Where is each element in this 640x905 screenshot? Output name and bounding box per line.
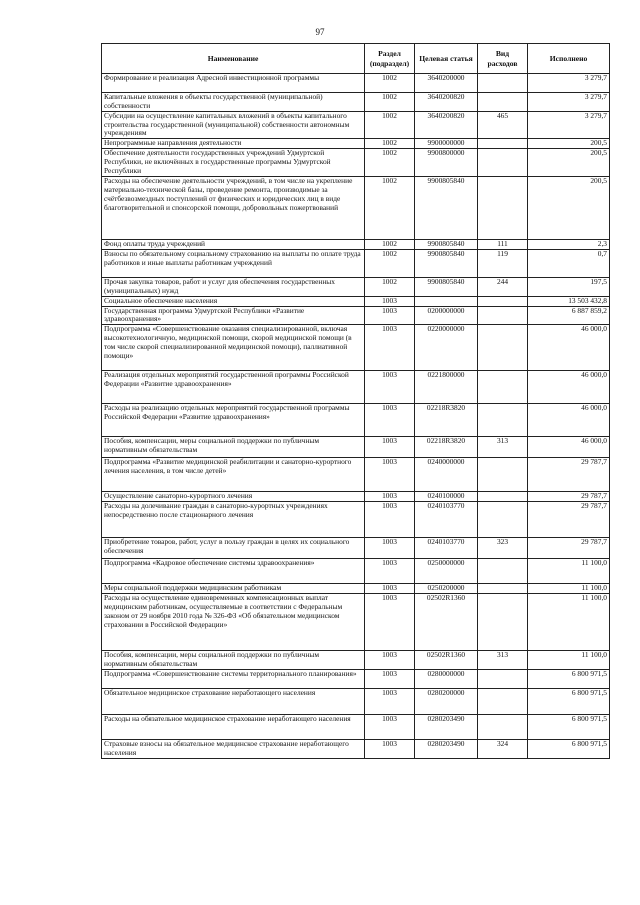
- cell-name: Социальное обеспечение населения: [102, 296, 365, 306]
- cell-name: Осуществление санаторно-курортного лечения: [102, 492, 365, 502]
- cell-amount: 200,5: [528, 149, 610, 177]
- cell-type: [478, 370, 528, 403]
- cell-target: 02218R3820: [415, 403, 478, 436]
- cell-name: Страховые взносы на обязательное медицинское страхование неработающего населения: [102, 739, 365, 758]
- header-type: Вид расходов: [478, 44, 528, 74]
- cell-section: 1003: [365, 670, 415, 689]
- cell-name: Пособия, компенсации, меры социальной поддержки по публичным нормативным обязательствам: [102, 651, 365, 670]
- cell-target: 9900805840: [415, 240, 478, 250]
- cell-name: Расходы на долечивание граждан в санаторно-курортных учреждениях непосредственно после стационарного лечения: [102, 502, 365, 538]
- cell-section: 1003: [365, 651, 415, 670]
- cell-name: Подпрограмма «Кадровое обеспечение системы здравоохранения»: [102, 558, 365, 584]
- cell-target: 0220000000: [415, 325, 478, 371]
- cell-target: 02502R1360: [415, 651, 478, 670]
- cell-section: 1003: [365, 403, 415, 436]
- cell-type: [478, 74, 528, 93]
- cell-section: 1002: [365, 240, 415, 250]
- cell-type: [478, 296, 528, 306]
- table-row: [102, 651, 610, 670]
- cell-section: 1003: [365, 584, 415, 594]
- cell-name: Взносы по обязательному социальному страхованию на выплаты по оплате труда работников и иные выплаты работникам учреждений: [102, 250, 365, 278]
- cell-type: 324: [478, 739, 528, 758]
- cell-name: Расходы на осуществление единовременных компенсационных выплат медицинским работникам, осуществляемые в соответствии с Федеральным законом от 29 ноября 2010 года № 326-ФЗ «Об обязательном медицинском страховании в Российской Федерации»: [102, 594, 365, 651]
- cell-section: 1002: [365, 111, 415, 139]
- cell-target: 9900000000: [415, 139, 478, 149]
- cell-target: 9900800000: [415, 149, 478, 177]
- cell-target: 3640200820: [415, 92, 478, 111]
- cell-type: 111: [478, 240, 528, 250]
- table-row: [102, 74, 610, 93]
- table-row: [102, 584, 610, 594]
- table-row: [102, 670, 610, 689]
- cell-type: [478, 139, 528, 149]
- table-row: [102, 492, 610, 502]
- table-row: [102, 306, 610, 325]
- table-body: [102, 74, 610, 759]
- cell-target: 0200000000: [415, 306, 478, 325]
- cell-amount: 3 279,7: [528, 111, 610, 139]
- cell-section: 1003: [365, 492, 415, 502]
- table-row: [102, 594, 610, 651]
- table-row: [102, 325, 610, 371]
- cell-name: Подпрограмма «Совершенствование системы территориального планирования»: [102, 670, 365, 689]
- cell-section: 1003: [365, 502, 415, 538]
- cell-name: Расходы на обязательное медицинское страхование неработающего населения: [102, 714, 365, 739]
- cell-amount: 11 100,0: [528, 558, 610, 584]
- table-row: [102, 458, 610, 492]
- cell-amount: 11 100,0: [528, 594, 610, 651]
- cell-target: 9900805840: [415, 277, 478, 296]
- cell-amount: 13 503 432,8: [528, 296, 610, 306]
- cell-target: 02502R1360: [415, 594, 478, 651]
- table-row: [102, 277, 610, 296]
- cell-section: 1003: [365, 594, 415, 651]
- table-row: [102, 370, 610, 403]
- cell-amount: 46 000,0: [528, 370, 610, 403]
- cell-amount: 200,5: [528, 139, 610, 149]
- header-section: Раздел (подраздел): [365, 44, 415, 74]
- cell-amount: 46 000,0: [528, 325, 610, 371]
- table-row: [102, 502, 610, 538]
- cell-target: 0240103770: [415, 502, 478, 538]
- cell-target: 9900805840: [415, 176, 478, 239]
- cell-target: 0250000000: [415, 558, 478, 584]
- table-row: [102, 436, 610, 457]
- table-row: [102, 537, 610, 558]
- cell-name: Субсидии на осуществление капитальных вложений в объекты капитального строительства государственной (муниципальной) собственности автономным учреждениям: [102, 111, 365, 139]
- cell-type: [478, 594, 528, 651]
- cell-type: [478, 492, 528, 502]
- cell-section: 1002: [365, 139, 415, 149]
- table-row: [102, 250, 610, 278]
- table-row: [102, 92, 610, 111]
- cell-name: Подпрограмма «Совершенствование оказания специализированной, включая высокотехнологичную, медицинской помощи, скорой медицинской помощи (в том числе скорой специализированной медицинской помощи), паллиативной помощи»: [102, 325, 365, 371]
- cell-amount: 46 000,0: [528, 403, 610, 436]
- cell-amount: 11 100,0: [528, 584, 610, 594]
- cell-section: 1002: [365, 176, 415, 239]
- cell-section: 1002: [365, 149, 415, 177]
- cell-name: Пособия, компенсации, меры социальной поддержки по публичным нормативным обязательствам: [102, 436, 365, 457]
- cell-amount: 6 800 971,5: [528, 714, 610, 739]
- cell-name: Меры социальной поддержки медицинским работникам: [102, 584, 365, 594]
- cell-section: 1002: [365, 74, 415, 93]
- cell-target: [415, 296, 478, 306]
- cell-section: 1003: [365, 714, 415, 739]
- cell-amount: 29 787,7: [528, 492, 610, 502]
- cell-type: 244: [478, 277, 528, 296]
- cell-amount: 0,7: [528, 250, 610, 278]
- budget-table: [101, 43, 610, 759]
- cell-target: 0221800000: [415, 370, 478, 403]
- cell-type: [478, 458, 528, 492]
- cell-amount: 6 800 971,5: [528, 670, 610, 689]
- cell-type: 313: [478, 436, 528, 457]
- cell-amount: 29 787,7: [528, 458, 610, 492]
- table-row: [102, 714, 610, 739]
- cell-target: 0280000000: [415, 670, 478, 689]
- header-amount: Исполнено: [528, 44, 610, 74]
- cell-type: [478, 670, 528, 689]
- cell-amount: 6 800 971,5: [528, 689, 610, 715]
- cell-type: [478, 176, 528, 239]
- table-row: [102, 558, 610, 584]
- cell-target: 0240000000: [415, 458, 478, 492]
- cell-amount: 2,3: [528, 240, 610, 250]
- cell-name: Реализация отдельных мероприятий государственной программы Российской Федерации «Развитие здравоохранения»: [102, 370, 365, 403]
- cell-name: Расходы на обеспечение деятельности учреждений, в том числе на укрепление материально-технической базы, проведение ремонта, производимые за счётбезвозмездных поступлений от физических и юридических лиц в виде благотворительной и спонсорской помощи, добровольных пожертвований: [102, 176, 365, 239]
- cell-amount: 3 279,7: [528, 74, 610, 93]
- cell-amount: 29 787,7: [528, 502, 610, 538]
- cell-type: [478, 558, 528, 584]
- cell-type: [478, 92, 528, 111]
- cell-amount: 6 800 971,5: [528, 739, 610, 758]
- cell-amount: 6 887 859,2: [528, 306, 610, 325]
- cell-name: Капитальные вложения в объекты государственной (муниципальной) собственности: [102, 92, 365, 111]
- cell-target: 3640200000: [415, 74, 478, 93]
- cell-name: Подпрограмма «Развитие медицинской реабилитации и санаторно-курортного лечения населения, в том числе детей»: [102, 458, 365, 492]
- table-row: [102, 111, 610, 139]
- cell-section: 1003: [365, 458, 415, 492]
- cell-name: Приобретение товаров, работ, услуг в пользу граждан в целях их социального обеспечения: [102, 537, 365, 558]
- table-row: [102, 296, 610, 306]
- cell-name: Расходы на реализацию отдельных мероприятий государственной программы Российской Федерации «Развитие здравоохранения»: [102, 403, 365, 436]
- cell-target: 0240103770: [415, 537, 478, 558]
- cell-section: 1002: [365, 92, 415, 111]
- table-row: [102, 149, 610, 177]
- cell-section: 1002: [365, 277, 415, 296]
- cell-section: 1003: [365, 306, 415, 325]
- cell-type: [478, 689, 528, 715]
- cell-target: 0280203490: [415, 739, 478, 758]
- cell-type: [478, 325, 528, 371]
- table-row: [102, 240, 610, 250]
- cell-section: 1003: [365, 370, 415, 403]
- header-name: Наименование: [102, 44, 365, 74]
- cell-target: 0280203490: [415, 714, 478, 739]
- cell-amount: 11 100,0: [528, 651, 610, 670]
- cell-type: 323: [478, 537, 528, 558]
- cell-section: 1003: [365, 558, 415, 584]
- cell-section: 1003: [365, 739, 415, 758]
- header-target: Целевая статья: [415, 44, 478, 74]
- table-header-row: [102, 44, 610, 74]
- cell-section: 1003: [365, 436, 415, 457]
- cell-target: 0280200000: [415, 689, 478, 715]
- page-number: 97: [315, 27, 325, 37]
- cell-section: 1002: [365, 250, 415, 278]
- cell-name: Формирование и реализация Адресной инвестиционной программы: [102, 74, 365, 93]
- cell-section: 1003: [365, 537, 415, 558]
- cell-amount: 3 279,7: [528, 92, 610, 111]
- cell-type: [478, 714, 528, 739]
- cell-type: 119: [478, 250, 528, 278]
- cell-type: [478, 502, 528, 538]
- cell-type: [478, 403, 528, 436]
- table-row: [102, 176, 610, 239]
- cell-target: 9900805840: [415, 250, 478, 278]
- cell-type: 313: [478, 651, 528, 670]
- cell-type: [478, 306, 528, 325]
- cell-name: Государственная программа Удмуртской Республики «Развитие здравоохранения»: [102, 306, 365, 325]
- cell-type: 465: [478, 111, 528, 139]
- cell-name: Фонд оплаты труда учреждений: [102, 240, 365, 250]
- cell-name: Обеспечение деятельности государственных учреждений Удмуртской Республики, не включённых в государственные программы Удмуртской Республики: [102, 149, 365, 177]
- cell-name: Непрограммные направления деятельности: [102, 139, 365, 149]
- cell-amount: 200,5: [528, 176, 610, 239]
- cell-section: 1003: [365, 296, 415, 306]
- cell-amount: 197,5: [528, 277, 610, 296]
- cell-target: 3640200820: [415, 111, 478, 139]
- table-row: [102, 139, 610, 149]
- cell-type: [478, 149, 528, 177]
- cell-target: 02218R3820: [415, 436, 478, 457]
- cell-type: [478, 584, 528, 594]
- cell-target: 0240100000: [415, 492, 478, 502]
- cell-section: 1003: [365, 689, 415, 715]
- cell-name: Прочая закупка товаров, работ и услуг для обеспечения государственных (муниципальных) нужд: [102, 277, 365, 296]
- table-row: [102, 689, 610, 715]
- table-row: [102, 403, 610, 436]
- cell-section: 1003: [365, 325, 415, 371]
- cell-amount: 46 000,0: [528, 436, 610, 457]
- cell-name: Обязательное медицинское страхование неработающего населения: [102, 689, 365, 715]
- cell-amount: 29 787,7: [528, 537, 610, 558]
- cell-target: 0250200000: [415, 584, 478, 594]
- table-row: [102, 739, 610, 758]
